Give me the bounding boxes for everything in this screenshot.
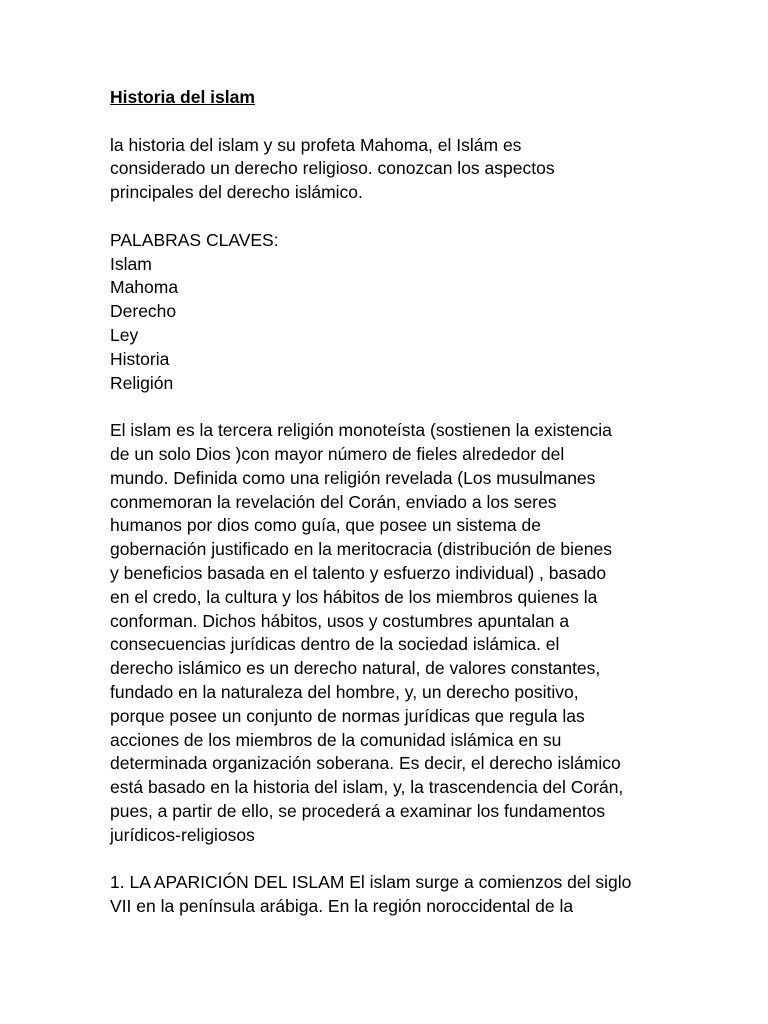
body-line: está basado en la historia del islam, y, la trascendencia del Corán, xyxy=(110,777,624,798)
keyword-item: Ley xyxy=(110,324,139,345)
keywords-heading-text: PALABRAS CLAVES: xyxy=(110,229,279,250)
body-line: consecuencias jurídicas dentro de la sociedad islámica. el xyxy=(110,634,560,655)
document-title: Historia del islam xyxy=(110,87,255,107)
spacer xyxy=(110,848,750,872)
keyword-item: Mahoma xyxy=(110,277,179,298)
section-1-paragraph xyxy=(110,871,750,919)
keywords-list xyxy=(110,253,750,396)
body-line: fundado en la naturaleza del hombre, y, un derecho positivo, xyxy=(110,681,579,702)
intro-line: la historia del islam y su profeta Mahoma, el Islám es xyxy=(110,134,522,155)
body-line: y beneficios basada en el talento y esfuerzo individual) , basado xyxy=(110,562,607,583)
keywords-heading xyxy=(110,229,750,253)
document-page xyxy=(110,86,750,919)
body-line: derecho islámico es un derecho natural, de valores constantes, xyxy=(110,658,601,679)
body-line: jurídicos-religiosos xyxy=(110,824,255,845)
body-line: acciones de los miembros de la comunidad islámica en su xyxy=(110,729,562,750)
keyword-item: Religión xyxy=(110,372,174,393)
spacer xyxy=(110,205,750,229)
intro-paragraph xyxy=(110,134,750,205)
body-line: en el credo, la cultura y los hábitos de los miembros quienes la xyxy=(110,586,598,607)
body-line: de un solo Dios )con mayor número de fieles alrededor del xyxy=(110,443,565,464)
body-line: humanos por dios como guía, que posee un sistema de xyxy=(110,515,541,536)
intro-line: considerado un derecho religioso. conozcan los aspectos xyxy=(110,158,555,179)
section-1-line: 1. LA APARICIÓN DEL ISLAM El islam surge a comienzos del siglo xyxy=(110,872,632,893)
body-line: porque posee un conjunto de normas jurídicas que regula las xyxy=(110,705,585,726)
intro-line: principales del derecho islámico. xyxy=(110,182,363,203)
body-line: mundo. Definida como una religión revelada (Los musulmanes xyxy=(110,467,596,488)
section-1-line: VII en la península arábiga. En la región noroccidental de la xyxy=(110,896,574,917)
body-line: gobernación justificado en la meritocracia (distribución de bienes xyxy=(110,539,612,560)
body-line: determinada organización soberana. Es decir, el derecho islámico xyxy=(110,753,621,774)
keyword-item: Derecho xyxy=(110,301,177,322)
keyword-item: Islam xyxy=(110,253,152,274)
body-line: conforman. Dichos hábitos, usos y costumbres apuntalan a xyxy=(110,610,570,631)
body-line: pues, a partir de ello, se procederá a examinar los fundamentos xyxy=(110,800,606,821)
body-line: conmemoran la revelación del Corán, enviado a los seres xyxy=(110,491,557,512)
spacer xyxy=(110,110,750,134)
spacer xyxy=(110,395,750,419)
body-paragraph xyxy=(110,419,750,847)
keyword-item: Historia xyxy=(110,348,170,369)
body-line: El islam es la tercera religión monoteísta (sostienen la existencia xyxy=(110,420,612,441)
